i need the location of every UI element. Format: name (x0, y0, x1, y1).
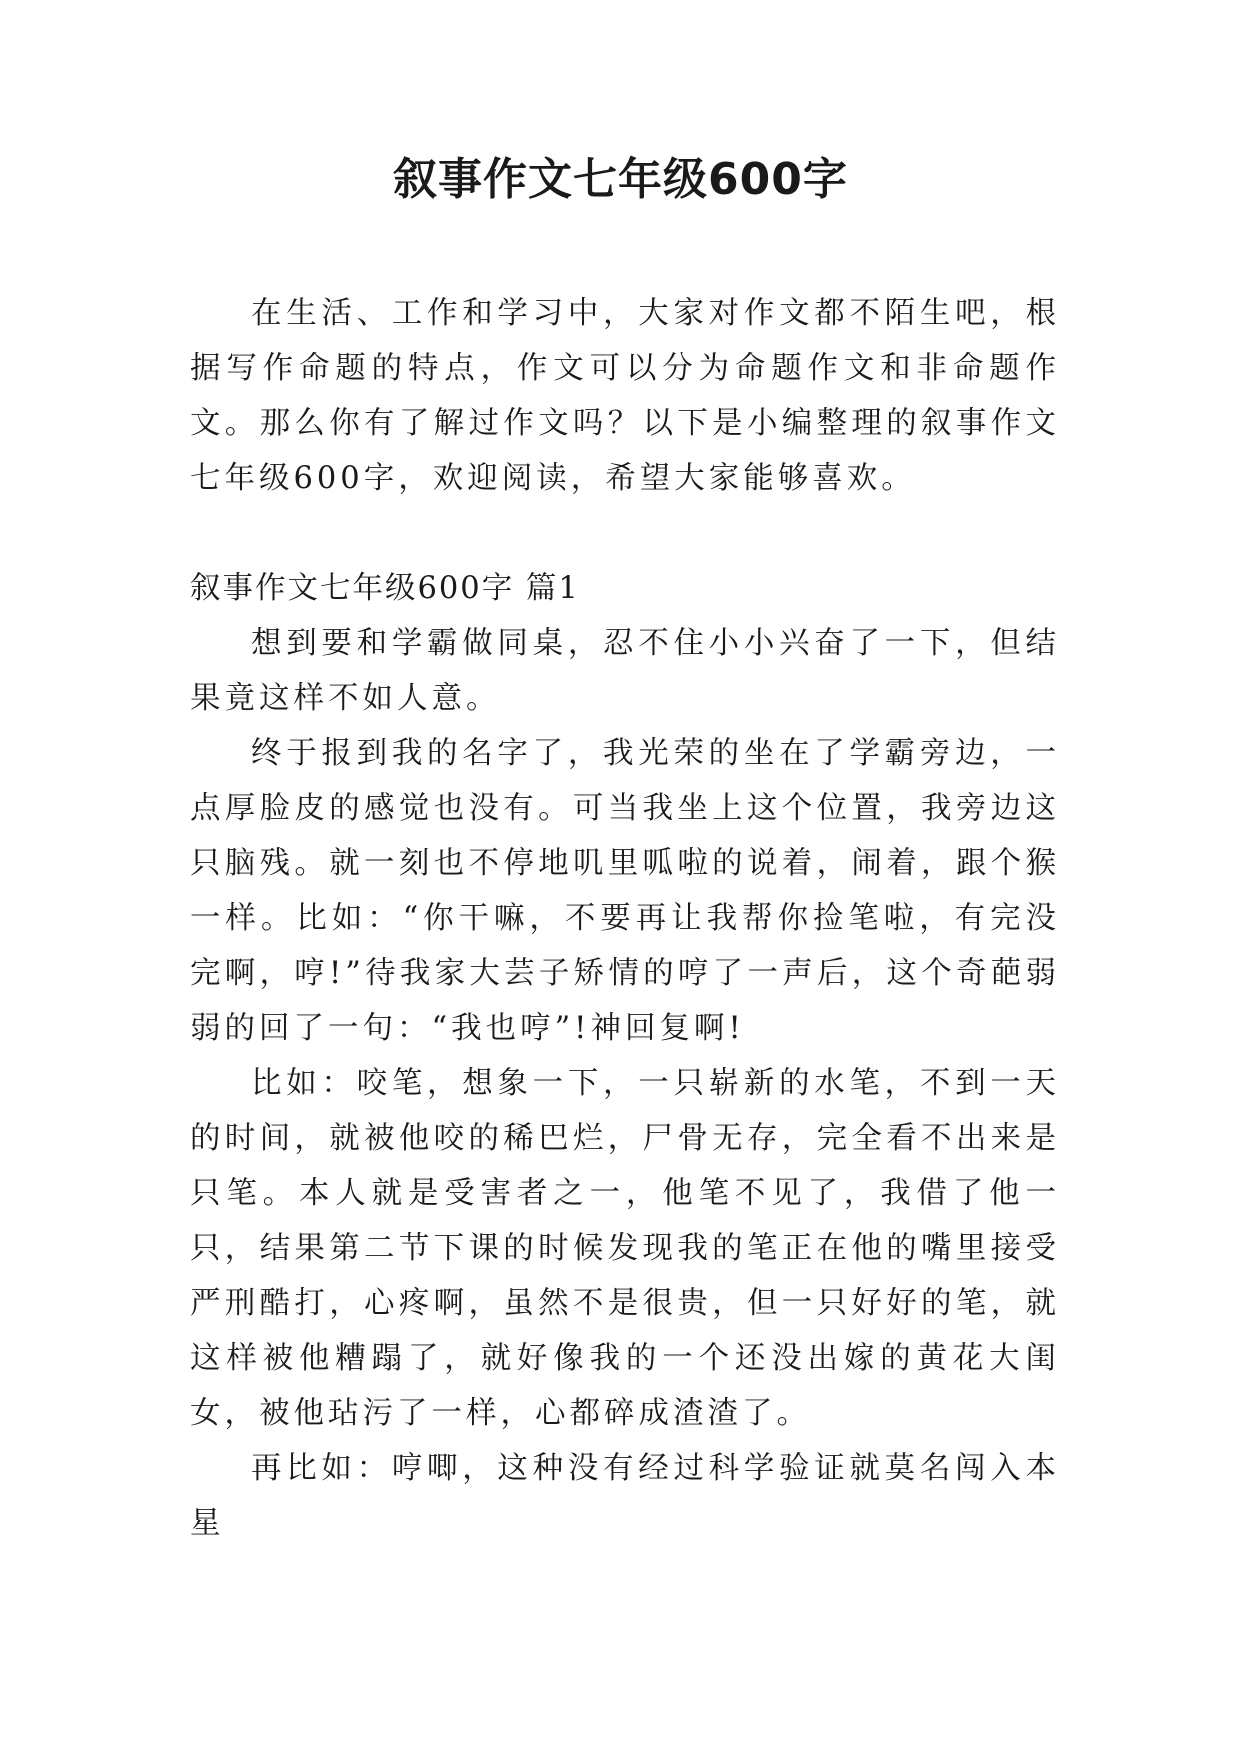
body-paragraph: 再比如：哼唧，这种没有经过科学验证就莫名闯入本星 (190, 1451, 1060, 1541)
intro-paragraph: 在生活、工作和学习中，大家对作文都不陌生吧，根据写作命题的特点，作文可以分为命题作文和非命题作文。那么你有了解过作文吗？以下是小编整理的叙事作文七年级600字，欢迎阅读，希望大家能够喜欢。 (190, 296, 1060, 496)
body-paragraph: 比如：咬笔，想象一下，一只崭新的水笔，不到一天的时间，就被他咬的稀巴烂，尸骨无存，完全看不出来是只笔。本人就是受害者之一，他笔不见了，我借了他一只，结果第二节下课的时候发现我的笔正在他的嘴里接受严刑酷打，心疼啊，虽然不是很贵，但一只好好的笔，就这样被他糟蹋了，就好像我的一个还没出嫁的黄花大闺女，被他玷污了一样，心都碎成渣渣了。 (190, 1066, 1060, 1431)
body-paragraph: 终于报到我的名字了，我光荣的坐在了学霸旁边，一点厚脸皮的感觉也没有。可当我坐上这个位置，我旁边这只脑残。就一刻也不停地叽里呱啦的说着，闹着，跟个猴一样。比如：“你干嘛，不要再让我帮你捡笔啦，有完没完啊，哼!”待我家大芸子矫情的哼了一声后，这个奇葩弱弱的回了一句：“我也哼”!神回复啊! (190, 736, 1060, 1046)
section-heading: 叙事作文七年级600字 篇1 (190, 571, 580, 606)
document-title: 叙事作文七年级600字 (393, 154, 848, 205)
document-body (190, 286, 1060, 1551)
body-paragraph: 想到要和学霸做同桌，忍不住小小兴奋了一下，但结果竟这样不如人意。 (190, 626, 1060, 716)
